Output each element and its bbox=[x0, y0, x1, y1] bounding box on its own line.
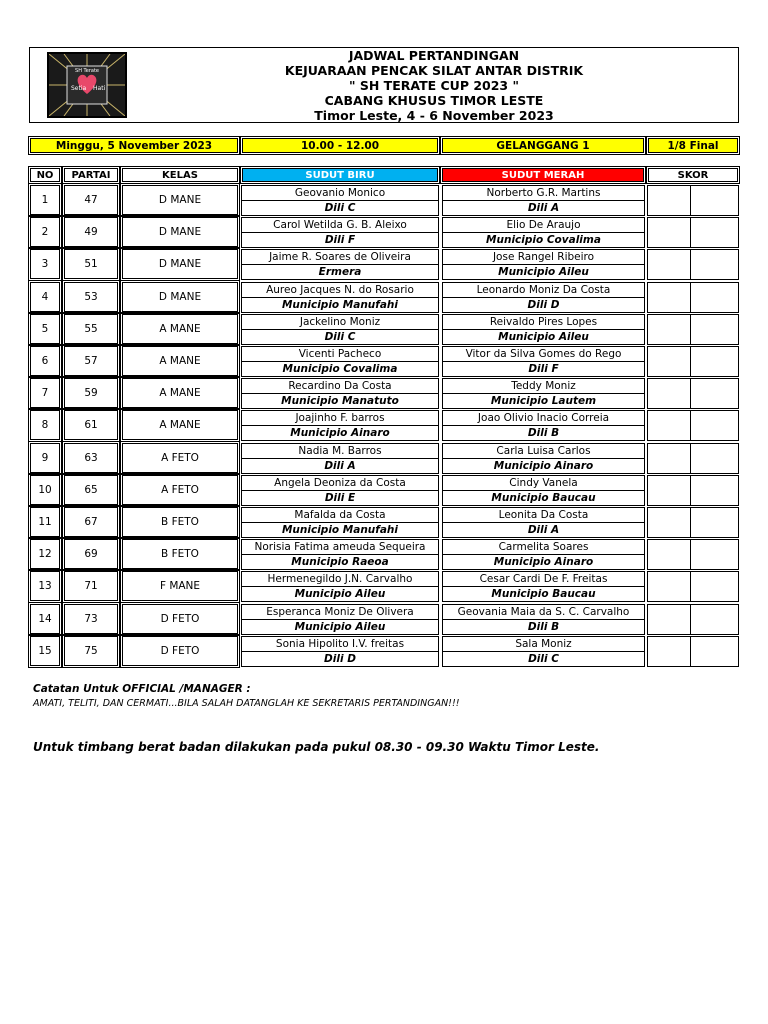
blue-corner-athlete: Joajinho F. barros bbox=[241, 410, 439, 425]
blue-corner-athlete: Recardino Da Costa bbox=[241, 378, 439, 393]
score-blue-cell bbox=[647, 539, 691, 570]
column-header-no: NO bbox=[30, 168, 60, 182]
svg-text:SH Terate: SH Terate bbox=[75, 68, 99, 74]
score-blue-cell bbox=[647, 378, 691, 409]
blue-corner-team: Municipio Ainaro bbox=[241, 425, 439, 441]
match-partai-cell: 53 bbox=[64, 282, 118, 312]
title-line-4: CABANG KHUSUS TIMOR LESTE bbox=[324, 93, 544, 108]
score-blue-cell bbox=[647, 346, 691, 377]
svg-text:Hati: Hati bbox=[93, 85, 106, 92]
blue-corner-team: Ermera bbox=[241, 264, 439, 280]
red-corner-athlete: Carla Luisa Carlos bbox=[442, 443, 645, 458]
match-partai-cell: 75 bbox=[64, 636, 118, 666]
time-label: 10.00 - 12.00 bbox=[242, 138, 438, 153]
blue-corner-athlete: Jaime R. Soares de Oliveira bbox=[241, 249, 439, 264]
red-corner-athlete: Geovania Maia da S. C. Carvalho bbox=[442, 604, 645, 619]
match-kelas-cell: A MANE bbox=[122, 346, 238, 376]
title-line-3: " SH TERATE CUP 2023 " bbox=[349, 78, 519, 93]
red-corner-athlete: Joao Olivio Inacio Correia bbox=[442, 410, 645, 425]
column-header-kelas: KELAS bbox=[122, 168, 238, 182]
match-no-cell: 7 bbox=[30, 378, 60, 408]
match-partai-cell: 71 bbox=[64, 571, 118, 601]
blue-corner-team: Municipio Manufahi bbox=[241, 297, 439, 313]
red-corner-athlete: Cindy Vanela bbox=[442, 475, 645, 490]
document-titles bbox=[130, 48, 738, 123]
blue-corner-athlete: Hermenegildo J.N. Carvalho bbox=[241, 571, 439, 586]
blue-corner-athlete: Vicenti Pacheco bbox=[241, 346, 439, 361]
blue-corner-athlete: Norisia Fatima ameuda Sequeira bbox=[241, 539, 439, 554]
match-partai-cell: 61 bbox=[64, 410, 118, 440]
score-red-cell bbox=[690, 249, 739, 280]
score-blue-cell bbox=[647, 604, 691, 635]
red-corner-athlete: Vitor da Silva Gomes do Rego bbox=[442, 346, 645, 361]
blue-corner-team: Dili C bbox=[241, 200, 439, 216]
column-header-sudut-biru: SUDUT BIRU bbox=[242, 168, 438, 182]
column-header-sudut-merah: SUDUT MERAH bbox=[442, 168, 644, 182]
score-blue-cell bbox=[647, 249, 691, 280]
red-corner-athlete: Leonita Da Costa bbox=[442, 507, 645, 522]
red-corner-athlete: Norberto G.R. Martins bbox=[442, 185, 645, 200]
match-no-cell: 1 bbox=[30, 185, 60, 215]
match-partai-cell: 49 bbox=[64, 217, 118, 247]
stage-label: 1/8 Final bbox=[648, 138, 738, 153]
blue-corner-athlete: Angela Deoniza da Costa bbox=[241, 475, 439, 490]
score-red-cell bbox=[690, 185, 739, 216]
match-kelas-cell: A MANE bbox=[122, 378, 238, 408]
blue-corner-team: Municipio Manatuto bbox=[241, 393, 439, 409]
title-line-5: Timor Leste, 4 - 6 November 2023 bbox=[314, 108, 554, 123]
column-header-skor: SKOR bbox=[648, 168, 738, 182]
red-corner-team: Dili D bbox=[442, 297, 645, 313]
document-header bbox=[29, 47, 739, 123]
red-corner-team: Municipio Lautem bbox=[442, 393, 645, 409]
match-partai-cell: 59 bbox=[64, 378, 118, 408]
match-kelas-cell: A FETO bbox=[122, 475, 238, 505]
blue-corner-team: Dili E bbox=[241, 490, 439, 506]
score-red-cell bbox=[690, 346, 739, 377]
score-blue-cell bbox=[647, 571, 691, 602]
score-blue-cell bbox=[647, 443, 691, 474]
match-partai-cell: 73 bbox=[64, 604, 118, 634]
match-kelas-cell: D FETO bbox=[122, 604, 238, 634]
red-corner-team: Municipio Ainaro bbox=[442, 458, 645, 474]
red-corner-athlete: Cesar Cardi De F. Freitas bbox=[442, 571, 645, 586]
match-no-cell: 13 bbox=[30, 571, 60, 601]
blue-corner-team: Dili D bbox=[241, 651, 439, 667]
red-corner-team: Dili A bbox=[442, 522, 645, 538]
match-kelas-cell: D MANE bbox=[122, 217, 238, 247]
organization-logo bbox=[47, 52, 127, 118]
match-no-cell: 8 bbox=[30, 410, 60, 440]
match-partai-cell: 47 bbox=[64, 185, 118, 215]
red-corner-team: Dili F bbox=[442, 361, 645, 377]
red-corner-team: Municipio Ainaro bbox=[442, 554, 645, 570]
match-kelas-cell: A MANE bbox=[122, 314, 238, 344]
match-partai-cell: 67 bbox=[64, 507, 118, 537]
match-no-cell: 10 bbox=[30, 475, 60, 505]
score-red-cell bbox=[690, 636, 739, 667]
match-no-cell: 14 bbox=[30, 604, 60, 634]
blue-corner-team: Municipio Manufahi bbox=[241, 522, 439, 538]
red-corner-athlete: Reivaldo Pires Lopes bbox=[442, 314, 645, 329]
blue-corner-team: Municipio Aileu bbox=[241, 586, 439, 602]
match-partai-cell: 55 bbox=[64, 314, 118, 344]
match-kelas-cell: B FETO bbox=[122, 507, 238, 537]
match-kelas-cell: A MANE bbox=[122, 410, 238, 440]
score-red-cell bbox=[690, 410, 739, 441]
score-red-cell bbox=[690, 475, 739, 506]
red-corner-athlete: Sala Moniz bbox=[442, 636, 645, 651]
blue-corner-athlete: Mafalda da Costa bbox=[241, 507, 439, 522]
notes-title: Catatan Untuk OFFICIAL /MANAGER : bbox=[33, 683, 251, 695]
red-corner-athlete: Leonardo Moniz Da Costa bbox=[442, 282, 645, 297]
match-partai-cell: 51 bbox=[64, 249, 118, 279]
red-corner-athlete: Teddy Moniz bbox=[442, 378, 645, 393]
match-partai-cell: 69 bbox=[64, 539, 118, 569]
score-red-cell bbox=[690, 604, 739, 635]
match-kelas-cell: D FETO bbox=[122, 636, 238, 666]
score-red-cell bbox=[690, 507, 739, 538]
match-no-cell: 15 bbox=[30, 636, 60, 666]
red-corner-team: Municipio Aileu bbox=[442, 264, 645, 280]
blue-corner-team: Municipio Aileu bbox=[241, 619, 439, 635]
title-line-2: KEJUARAAN PENCAK SILAT ANTAR DISTRIK bbox=[284, 63, 584, 78]
match-no-cell: 11 bbox=[30, 507, 60, 537]
svg-text:Setia: Setia bbox=[71, 85, 87, 92]
match-kelas-cell: D MANE bbox=[122, 185, 238, 215]
red-corner-athlete: Elio De Araujo bbox=[442, 217, 645, 232]
notes-line: AMATI, TELITI, DAN CERMATI...BILA SALAH DATANGLAH KE SEKRETARIS PERTANDINGAN!!! bbox=[33, 698, 460, 709]
red-corner-team: Dili B bbox=[442, 425, 645, 441]
red-corner-team: Municipio Covalima bbox=[442, 232, 645, 248]
match-no-cell: 4 bbox=[30, 282, 60, 312]
title-line-1: JADWAL PERTANDINGAN bbox=[348, 48, 520, 63]
blue-corner-athlete: Aureo Jacques N. do Rosario bbox=[241, 282, 439, 297]
match-kelas-cell: B FETO bbox=[122, 539, 238, 569]
red-corner-team: Municipio Aileu bbox=[442, 329, 645, 345]
blue-corner-athlete: Carol Wetilda G. B. Aleixo bbox=[241, 217, 439, 232]
blue-corner-team: Dili C bbox=[241, 329, 439, 345]
blue-corner-team: Dili A bbox=[241, 458, 439, 474]
match-no-cell: 2 bbox=[30, 217, 60, 247]
blue-corner-team: Municipio Raeoa bbox=[241, 554, 439, 570]
blue-corner-athlete: Esperanca Moniz De Olivera bbox=[241, 604, 439, 619]
red-corner-team: Municipio Baucau bbox=[442, 586, 645, 602]
column-header-partai: PARTAI bbox=[64, 168, 118, 182]
match-partai-cell: 63 bbox=[64, 443, 118, 473]
match-kelas-cell: D MANE bbox=[122, 282, 238, 312]
blue-corner-team: Municipio Covalima bbox=[241, 361, 439, 377]
match-no-cell: 6 bbox=[30, 346, 60, 376]
blue-corner-athlete: Sonia Hipolito I.V. freitas bbox=[241, 636, 439, 651]
score-red-cell bbox=[690, 539, 739, 570]
score-blue-cell bbox=[647, 475, 691, 506]
red-corner-team: Dili C bbox=[442, 651, 645, 667]
arena-label: GELANGGANG 1 bbox=[442, 138, 644, 153]
score-blue-cell bbox=[647, 507, 691, 538]
red-corner-athlete: Jose Rangel Ribeiro bbox=[442, 249, 645, 264]
match-partai-cell: 57 bbox=[64, 346, 118, 376]
match-kelas-cell: A FETO bbox=[122, 443, 238, 473]
score-red-cell bbox=[690, 314, 739, 345]
match-no-cell: 5 bbox=[30, 314, 60, 344]
score-blue-cell bbox=[647, 185, 691, 216]
blue-corner-athlete: Geovanio Monico bbox=[241, 185, 439, 200]
red-corner-athlete: Carmelita Soares bbox=[442, 539, 645, 554]
match-kelas-cell: D MANE bbox=[122, 249, 238, 279]
match-partai-cell: 65 bbox=[64, 475, 118, 505]
blue-corner-athlete: Nadia M. Barros bbox=[241, 443, 439, 458]
red-corner-team: Municipio Baucau bbox=[442, 490, 645, 506]
score-blue-cell bbox=[647, 282, 691, 313]
match-no-cell: 12 bbox=[30, 539, 60, 569]
weigh-in-note: Untuk timbang berat badan dilakukan pada pukul 08.30 - 09.30 Waktu Timor Leste. bbox=[33, 740, 600, 754]
match-kelas-cell: F MANE bbox=[122, 571, 238, 601]
score-red-cell bbox=[690, 378, 739, 409]
match-no-cell: 9 bbox=[30, 443, 60, 473]
blue-corner-athlete: Jackelino Moniz bbox=[241, 314, 439, 329]
red-corner-team: Dili A bbox=[442, 200, 645, 216]
date-label: Minggu, 5 November 2023 bbox=[30, 138, 238, 153]
score-red-cell bbox=[690, 443, 739, 474]
match-no-cell: 3 bbox=[30, 249, 60, 279]
score-blue-cell bbox=[647, 217, 691, 248]
score-red-cell bbox=[690, 571, 739, 602]
score-blue-cell bbox=[647, 410, 691, 441]
red-corner-team: Dili B bbox=[442, 619, 645, 635]
score-red-cell bbox=[690, 217, 739, 248]
score-red-cell bbox=[690, 282, 739, 313]
score-blue-cell bbox=[647, 636, 691, 667]
score-blue-cell bbox=[647, 314, 691, 345]
blue-corner-team: Dili F bbox=[241, 232, 439, 248]
